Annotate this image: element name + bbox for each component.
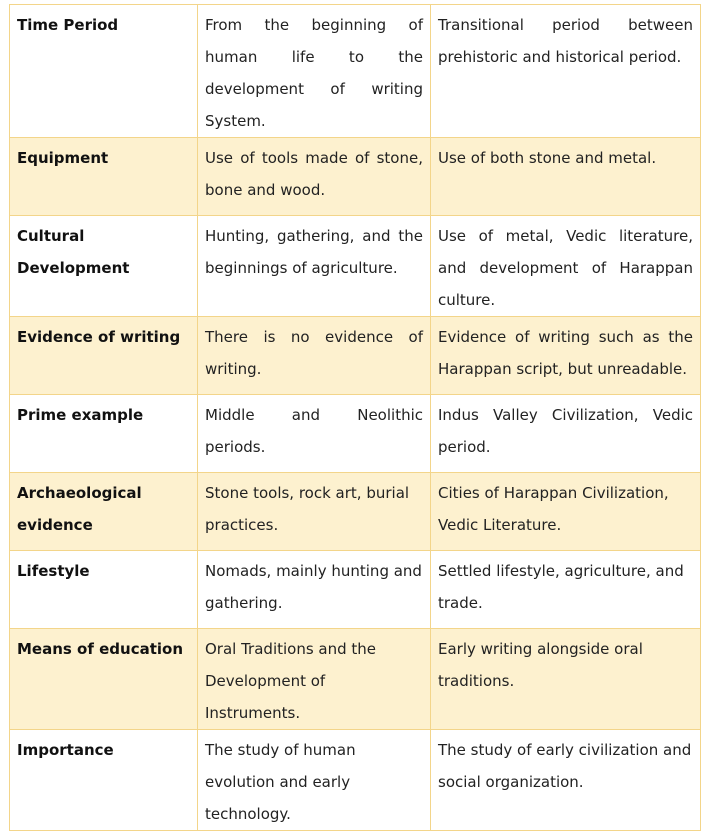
cell-protohistoric: Settled lifestyle, agriculture, and trade. xyxy=(431,551,701,629)
cell-prehistoric: Middle and Neolithic periods. xyxy=(198,395,431,473)
cell-protohistoric: Use of both stone and metal. xyxy=(431,138,701,216)
cell-prehistoric: The study of human evolution and early technology. xyxy=(198,730,431,831)
cell-prehistoric: Stone tools, rock art, burial practices. xyxy=(198,473,431,551)
row-label: Means of education xyxy=(10,629,198,730)
cell-protohistoric: Indus Valley Civilization, Vedic period. xyxy=(431,395,701,473)
table-row-archaeological-evidence xyxy=(10,473,701,551)
table-row-means-of-education xyxy=(10,629,701,730)
cell-protohistoric: Use of metal, Vedic literature, and development of Harappan culture. xyxy=(431,216,701,317)
cell-prehistoric: Use of tools made of stone, bone and wood. xyxy=(198,138,431,216)
cell-prehistoric: There is no evidence of writing. xyxy=(198,317,431,395)
cell-prehistoric: From the beginning of human life to the development of writing System. xyxy=(198,5,431,138)
cell-protohistoric: Transitional period between prehistoric and historical period. xyxy=(431,5,701,138)
cell-protohistoric: Evidence of writing such as the Harappan script, but unreadable. xyxy=(431,317,701,395)
table-row-evidence-of-writing xyxy=(10,317,701,395)
comparison-table xyxy=(9,4,701,831)
row-label: Archaeological evidence xyxy=(10,473,198,551)
row-label: Cultural Development xyxy=(10,216,198,317)
row-label: Lifestyle xyxy=(10,551,198,629)
cell-prehistoric: Nomads, mainly hunting and gathering. xyxy=(198,551,431,629)
row-label: Equipment xyxy=(10,138,198,216)
row-label: Evidence of writing xyxy=(10,317,198,395)
table-row-importance xyxy=(10,730,701,831)
row-label: Time Period xyxy=(10,5,198,138)
cell-protohistoric: Cities of Harappan Civilization, Vedic Literature. xyxy=(431,473,701,551)
table-row-cultural-development xyxy=(10,216,701,317)
cell-protohistoric: The study of early civilization and social organization. xyxy=(431,730,701,831)
table-row-prime-example xyxy=(10,395,701,473)
table-row-lifestyle xyxy=(10,551,701,629)
cell-prehistoric: Hunting, gathering, and the beginnings of agriculture. xyxy=(198,216,431,317)
table-row-equipment xyxy=(10,138,701,216)
row-label: Importance xyxy=(10,730,198,831)
cell-prehistoric: Oral Traditions and the Development of Instruments. xyxy=(198,629,431,730)
cell-protohistoric: Early writing alongside oral traditions. xyxy=(431,629,701,730)
table-row-time-period xyxy=(10,5,701,138)
row-label: Prime example xyxy=(10,395,198,473)
